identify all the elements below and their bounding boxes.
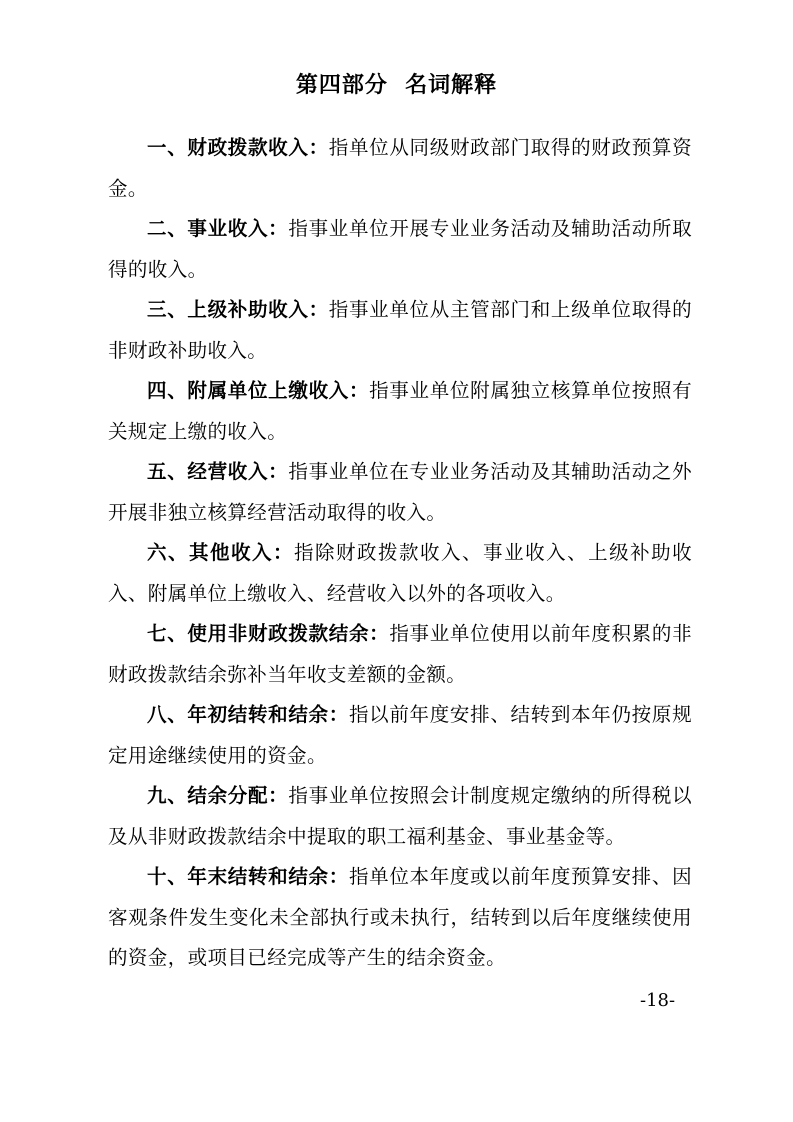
definition-term: 六、其他收入：: [147, 541, 295, 564]
definition-item: [108, 371, 692, 452]
definition-term: 三、上级补助收入：: [147, 298, 329, 321]
definition-item: [108, 857, 692, 979]
definition-text: 指事业单位在专业业务活动及其辅助活动之外开展非独立核算经营活动取得的收入。: [108, 460, 692, 524]
definition-text: 指单位本年度或以前年度预算安排、因客观条件发生变化未全部执行或未执行，结转到以后年度继续使用的资金，或项目已经完成等产生的结余资金。: [108, 865, 692, 969]
page-title: 第四部分 名词解释: [295, 73, 498, 98]
definition-text: 指事业单位使用以前年度积累的非财政拨款结余弥补当年收支差额的金额。: [108, 622, 692, 686]
definition-term: 一、财政拨款收入：: [147, 136, 329, 159]
definition-item: [108, 614, 692, 695]
definition-term: 十、年末结转和结余：: [147, 865, 349, 888]
definition-term: 四、附属单位上缴收入：: [147, 379, 370, 402]
definition-item: [108, 776, 692, 857]
definition-term: 七、使用非财政拨款结余：: [147, 622, 390, 645]
definition-text: 指事业单位附属独立核算单位按照有关规定上缴的收入。: [108, 379, 692, 443]
definition-text: 指事业单位从主管部门和上级单位取得的非财政补助收入。: [108, 298, 692, 362]
definition-item: [108, 452, 692, 533]
definition-text: 指除财政拨款收入、事业收入、上级补助收入、附属单位上缴收入、经营收入以外的各项收入。: [108, 541, 692, 605]
definition-term: 二、事业收入：: [147, 217, 289, 240]
page-number: -18-: [640, 990, 676, 1011]
definition-item: [108, 209, 692, 290]
definition-term: 八、年初结转和结余：: [147, 703, 349, 726]
definitions-list: [108, 128, 692, 979]
definition-text: 指事业单位按照会计制度规定缴纳的所得税以及从非财政拨款结余中提取的职工福利基金、事业基金等。: [108, 784, 692, 848]
definition-text: 指以前年度安排、结转到本年仍按原规定用途继续使用的资金。: [108, 703, 692, 767]
definition-term: 九、结余分配：: [147, 784, 289, 807]
definition-item: [108, 695, 692, 776]
definition-text: 指单位从同级财政部门取得的财政预算资金。: [108, 136, 692, 200]
definition-item: [108, 128, 692, 209]
definition-text: 指事业单位开展专业业务活动及辅助活动所取得的收入。: [108, 217, 692, 281]
definition-item: [108, 533, 692, 614]
definition-term: 五、经营收入：: [147, 460, 289, 483]
definition-item: [108, 290, 692, 371]
